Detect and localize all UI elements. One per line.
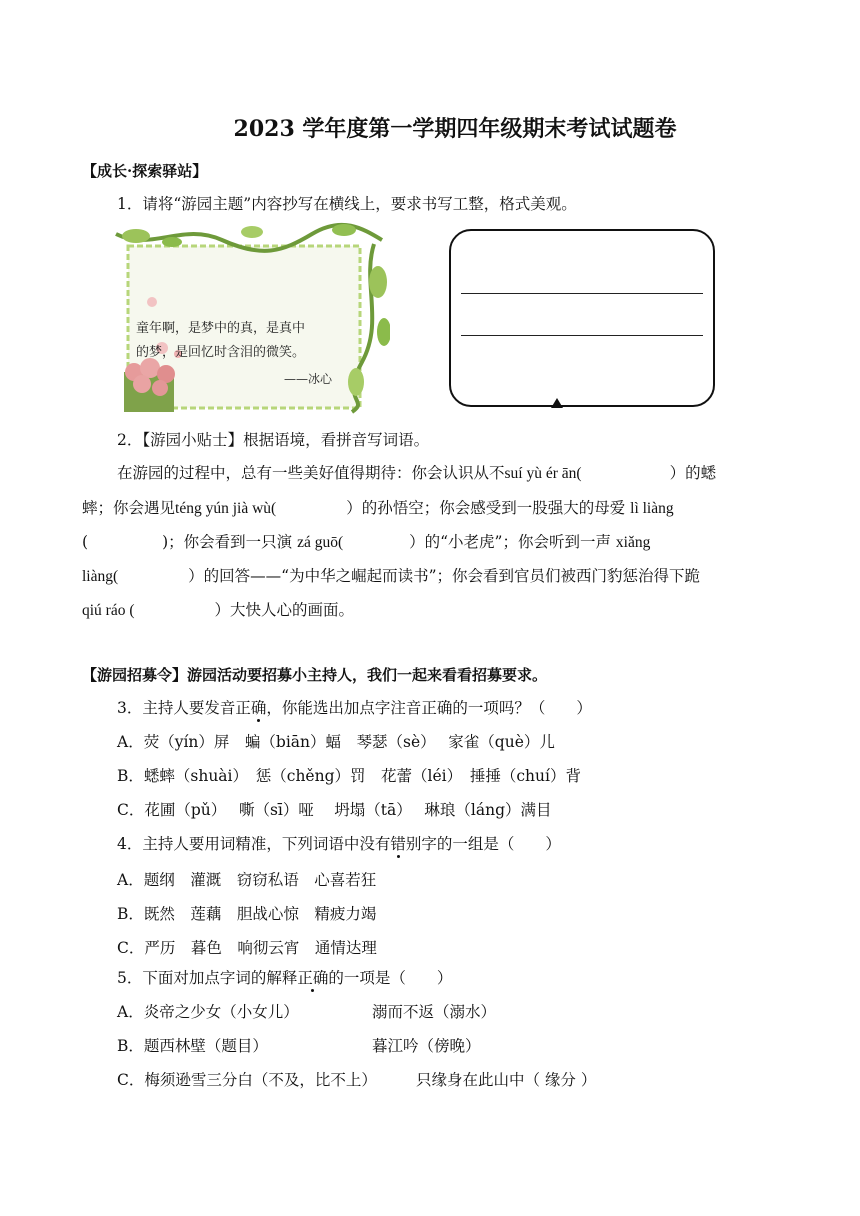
question-3-option-c[interactable]: C．花圃（pǔ） 嘶（sī）哑 坍塌（tā） 琳琅（láng）满目 bbox=[117, 801, 552, 819]
pinyin: zá guō( bbox=[297, 534, 344, 551]
question-5-option-c-part-2: 只缘身在此山中（ 缘分 ） bbox=[416, 1071, 597, 1089]
question-5-option-b-part-2: 暮江吟（傍晚） bbox=[372, 1037, 481, 1055]
question-4-option-c[interactable]: C．严历 暮色 响彻云宵 通情达理 bbox=[117, 939, 377, 957]
question-4-option-b[interactable]: B．既然 莲藕 胆战心惊 精疲力竭 bbox=[117, 905, 377, 923]
writing-box bbox=[449, 229, 715, 407]
poem-card-illustration bbox=[112, 222, 390, 414]
text-segment: 蟀；你会遇见 bbox=[82, 499, 176, 517]
question-5-option-b[interactable] bbox=[117, 1034, 268, 1056]
question-2-intro: 2．【游园小贴士】根据语境，看拼音写词语。 bbox=[117, 431, 430, 449]
question-2-line-2 bbox=[82, 496, 674, 518]
poem-line-2: 的梦，是回忆时含泪的微笑。 bbox=[136, 345, 306, 360]
text-segment: 5．下面对加点字词的解释 bbox=[117, 969, 298, 987]
section-label: 【游园招募令】 bbox=[82, 666, 188, 684]
question-1: 1．请将“游园主题”内容抄写在横线上，要求书写工整，格式美观。 bbox=[117, 195, 577, 213]
pinyin: xiǎng bbox=[615, 534, 651, 551]
question-5-stem bbox=[117, 966, 452, 988]
dotted-character: 确 bbox=[250, 699, 267, 717]
question-4-stem bbox=[117, 832, 561, 854]
text-segment: 的一组是（ ） bbox=[436, 835, 561, 853]
question-5-option-a-part-2: 溺而不返（溺水） bbox=[372, 1003, 497, 1021]
section-heading-growth: 【成长·探索驿站】 bbox=[82, 162, 208, 180]
text-segment: 4．主持人要用词精准，下列词语中 bbox=[117, 835, 360, 853]
section-text: 游园活动要招募小主持人，我们一起来看看招募要求。 bbox=[187, 666, 548, 684]
text-segment: ）的“小老虎”；你会听到一声 bbox=[409, 533, 611, 551]
poem-text bbox=[136, 317, 305, 365]
question-2-line-5 bbox=[82, 598, 354, 620]
question-2-line-1 bbox=[117, 461, 716, 483]
section-heading-recruit bbox=[82, 664, 547, 685]
poem-author: ——冰心 bbox=[284, 372, 333, 386]
text-segment: ）的孙悟空；你会感受到一股强大的母爱 bbox=[346, 499, 626, 517]
text-segment: ）的蟋 bbox=[669, 464, 717, 482]
pinyin: téng yún jià wù( bbox=[175, 500, 277, 517]
triangle-marker-icon bbox=[551, 398, 563, 408]
text-segment: ）的回答——“为中华之崛起而读书”；你会看到官员们被西门豹惩治得下跪 bbox=[188, 567, 701, 585]
question-3-option-a[interactable]: A．荧（yín）屏 蝙（biān）蝠 琴瑟（sè） 家雀（què）儿 bbox=[117, 733, 555, 751]
pinyin: suí yù ér ān( bbox=[504, 465, 582, 482]
rose-bouquet-graphic bbox=[124, 358, 175, 412]
question-3-stem bbox=[117, 696, 592, 718]
option-part: B．题西林壁（题目） bbox=[117, 1037, 268, 1055]
text-segment: 在游园的过程中，总有一些美好值得期待：你会认识从不 bbox=[117, 464, 505, 482]
text-segment: ）大快人心的画面。 bbox=[214, 601, 355, 619]
dotted-phrase: 没有错别字 bbox=[359, 835, 437, 853]
option-part: C．梅须逊雪三分白（不及，比不上） bbox=[117, 1071, 377, 1089]
text-segment: 的一项是（ ） bbox=[328, 969, 453, 987]
question-5-option-a[interactable] bbox=[117, 1000, 299, 1022]
text-segment: ，你能选出加点字注音正确的一项吗？（ ） bbox=[266, 699, 592, 717]
question-3-option-b[interactable]: B．蟋蟀（shuài） 惩（chěng）罚 花蕾（léi） 捶捶（chuí）背 bbox=[117, 767, 581, 785]
poem-line-1: 童年啊，是梦中的真，是真中 bbox=[136, 321, 306, 336]
pinyin: qiú ráo ( bbox=[82, 602, 135, 619]
text-segment: ( bbox=[82, 533, 89, 551]
text-segment: )；你会看到一只演 bbox=[162, 533, 293, 551]
dotted-phrase: 正确 bbox=[297, 969, 329, 987]
question-2-line-3 bbox=[82, 530, 650, 552]
question-2-line-4 bbox=[82, 564, 700, 586]
question-5-option-c[interactable] bbox=[117, 1068, 377, 1090]
pinyin: lì liàng bbox=[630, 500, 674, 517]
page-title: 2023 学年度第一学期四年级期末考试试题卷 bbox=[233, 116, 677, 142]
writing-line-2[interactable] bbox=[461, 335, 703, 336]
pinyin: liàng( bbox=[82, 568, 119, 585]
question-4-option-a[interactable]: A．题纲 灌溉 窃窃私语 心喜若狂 bbox=[117, 871, 377, 889]
text-segment: 3．主持人要发音正 bbox=[117, 699, 251, 717]
option-part: A．炎帝之少女（小女儿） bbox=[117, 1003, 299, 1021]
writing-line-1[interactable] bbox=[461, 293, 703, 294]
